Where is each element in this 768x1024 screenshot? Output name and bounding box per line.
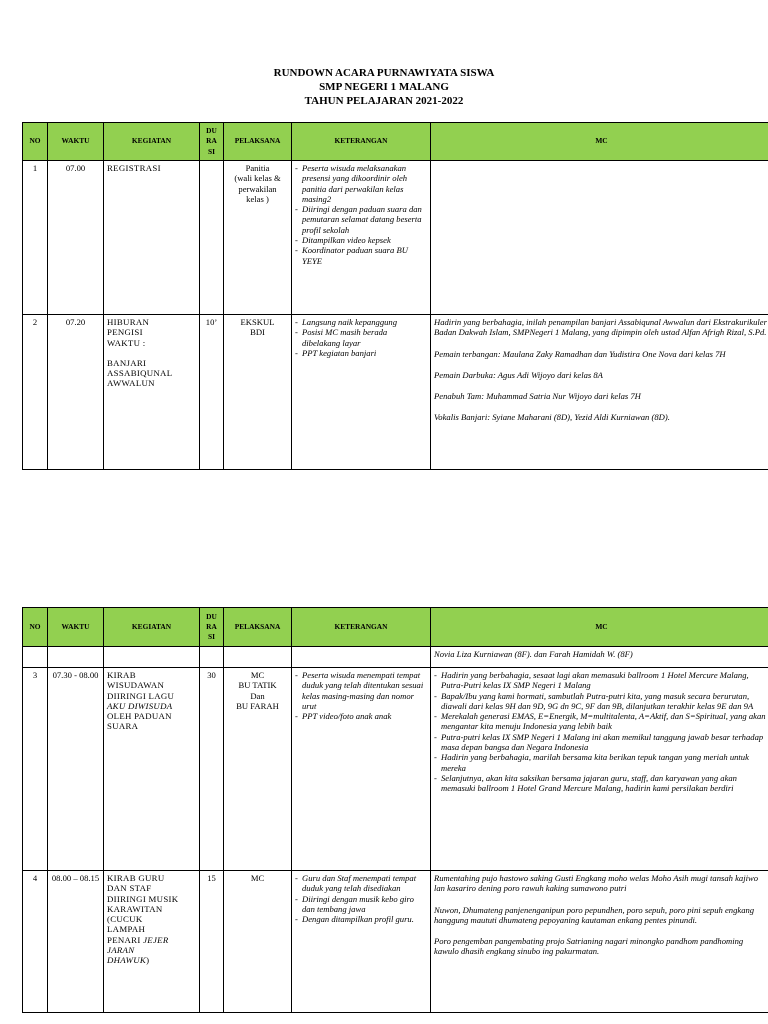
cell-no: 3 (23, 668, 48, 871)
mc-item: - Merekalah generasi EMAS, E=Energik, M=multitalenta, A=Aktif, dan S=Spiritual, yang akan mengantar kita menuju Indonesia yang lebih baik (434, 711, 768, 732)
mc-item: - Bapak/Ibu yang kami hormati, sambutlah Putra-putri kita, yang masuk secara berurutan, diawali dari kelas 9H dan 9D, 9G dn 9C, 9F dan 9B, dilanjutkan terakhir kelas 9E dan 9A (434, 691, 768, 712)
cell-durasi: 10’ (200, 315, 224, 470)
mc-paragraph: Vokalis Banjari: Syiane Maharani (8D), Yezid Aldi Kurniawan (8D). (434, 412, 670, 423)
cell-mc (431, 871, 768, 1013)
cell-keterangan (292, 668, 431, 871)
cell-durasi (200, 161, 224, 315)
keterangan-item: - Ditampilkan video kepsek (295, 235, 427, 245)
keterangan-item: - Dengan ditampilkan profil guru. (295, 914, 427, 924)
keterangan-item: - PPT video/foto anak anak (295, 711, 427, 721)
cell-kegiatan: HIBURAN PENGISI WAKTU : BANJARI ASSABIQUNAL AWWALUN (104, 315, 200, 470)
mc-paragraph: Pemain terbangan: Maulana Zaky Ramadhan dan Yudistira One Nova dari kelas 7H (434, 348, 726, 359)
cell-durasi: 30 (200, 668, 224, 871)
mc-paragraph: Pemain Darbuka: Agus Adi Wijoyo dari kelas 8A (434, 369, 603, 380)
cell-mc: Novia Liza Kurniawan (8F). dan Farah Hamidah W. (8F) (431, 647, 768, 668)
keterangan-item: - Koordinator paduan suara BU YEYE (295, 245, 427, 266)
rundown-table-1 (22, 122, 768, 470)
header-waktu: WAKTU (48, 123, 104, 161)
cell-pelaksana: MC (224, 871, 292, 1013)
cell-keterangan (292, 161, 431, 315)
header-row (23, 608, 768, 647)
cell-waktu: 07.20 (48, 315, 104, 470)
cell-mc (431, 161, 768, 315)
cell-waktu: 07.00 (48, 161, 104, 315)
header-keterangan: KETERANGAN (292, 123, 431, 161)
cell-waktu: 08.00 – 08.15 (48, 871, 104, 1013)
header-waktu: WAKTU (48, 608, 104, 647)
mc-paragraph: Poro pengemban pangembating projo Satrianing nagari minongko pandhom pandhoming kawulo dhasih engkang sinubo ing pakurmatan. (434, 936, 744, 957)
title-line-2: SMP NEGERI 1 MALANG (319, 81, 449, 93)
mc-paragraph: Nuwon, Dhumateng panjenenganipun poro pepundhen, poro sepuh, poro pini sepuh engkang hanggung maututi dhumateng pepoyaning kautaman enkang pentes pinundi. (434, 904, 755, 925)
keterangan-item: - Langsung naik kepanggung (295, 317, 427, 327)
header-kegiatan: KEGIATAN (104, 608, 200, 647)
cell-pelaksana: Panitia (wali kelas & perwakilan kelas ) (224, 161, 292, 315)
cell-durasi: 15 (200, 871, 224, 1013)
cell-pelaksana: EKSKUL BDI (224, 315, 292, 470)
header-row (23, 123, 768, 161)
table-row (23, 647, 768, 668)
cell-no: 4 (23, 871, 48, 1013)
header-kegiatan: KEGIATAN (104, 123, 200, 161)
cell-no: 1 (23, 161, 48, 315)
cell-mc (431, 315, 768, 470)
mc-item: - Selanjutnya, akan kita saksikan bersama jajaran guru, staff, dan karyawan yang akan memasuki ballroom 1 Hotel Grand Mercure Malang, hadirin kami persilakan berdiri (434, 773, 768, 794)
table-row (23, 315, 768, 470)
header-keterangan: KETERANGAN (292, 608, 431, 647)
cell-kegiatan: REGISTRASI (104, 161, 200, 315)
keterangan-item: - Posisi MC masih berada dibelakang layar (295, 327, 427, 348)
cell-keterangan (292, 871, 431, 1013)
header-no: NO (23, 123, 48, 161)
cell-keterangan (292, 315, 431, 470)
mc-item: - Putra-putri kelas IX SMP Negeri 1 Malang ini akan memikul tanggung jawab besar terhadap masa depan bangsa dan Negara Indonesia (434, 732, 768, 753)
header-pelaksana: PELAKSANA (224, 123, 292, 161)
header-durasi: DU RA SI (200, 608, 224, 647)
header-durasi: DU RA SI (200, 123, 224, 161)
header-mc: MC (431, 608, 768, 647)
rundown-table-2 (22, 607, 768, 1013)
mc-item: - Hadirin yang berbahagia, sesaat lagi akan memasuki ballroom 1 Hotel Mercure Malang, Putra-Putri kelas IX SMP Negeri 1 Malang (434, 670, 768, 691)
title-line-1: RUNDOWN ACARA PURNAWIYATA SISWA (273, 67, 495, 79)
cell-waktu: 07.30 - 08.00 (48, 668, 104, 871)
header-mc: MC (431, 123, 768, 161)
mc-paragraph: Rumentahing pujo hastowo saking Gusti Engkang moho welas Moho Asih mugi tansah kajiwo lan kasariro dening poro rawuh kaking sumawono putri (434, 873, 759, 894)
keterangan-item: - Diiringi dengan paduan suara dan pemutaran selamat datang beserta profil sekolah (295, 204, 427, 235)
keterangan-item: - Peserta wisuda melaksanakan presensi yang dikoordinir oleh panitia dari perwakilan kelas masing2 (295, 163, 427, 204)
document-title (0, 66, 768, 108)
cell-mc (431, 668, 768, 871)
cell-no: 2 (23, 315, 48, 470)
cell-pelaksana: MC BU TATIK Dan BU FARAH (224, 668, 292, 871)
mc-paragraph: Penabuh Tam: Muhammad Satria Nur Wijoyo dari kelas 7H (434, 391, 641, 402)
title-line-3: TAHUN PELAJARAN 2021-2022 (304, 95, 464, 107)
header-no: NO (23, 608, 48, 647)
keterangan-item: - Guru dan Staf menempati tempat duduk yang telah disediakan (295, 873, 427, 894)
table-row (23, 668, 768, 871)
keterangan-item: - PPT kegiatan banjari (295, 348, 427, 358)
mc-paragraph: Hadirin yang berbahagia, inilah penampilan banjari Assabiqunal Awwalun dari Ekstrakurikuler Badan Dakwah Islam, SMPNegeri 1 Malang, yang dipimpin oleh ustad Alfan Afrigh Rizal, S.Pd. (434, 317, 767, 338)
mc-item: - Hadirin yang berbahagia, marilah bersama kita berikan tepuk tangan yang meriah untuk mereka (434, 752, 768, 773)
table-row (23, 161, 768, 315)
cell-kegiatan: KIRAB GURU DAN STAF DIIRINGI MUSIK KARAWITAN (CUCUK LAMPAH PENARI JEJER JARAN DHAWUK) (104, 871, 200, 1013)
header-pelaksana: PELAKSANA (224, 608, 292, 647)
keterangan-item: - Diiringi dengan musik kebo giro dan tembang jawa (295, 894, 427, 915)
table-row (23, 871, 768, 1013)
keterangan-item: - Peserta wisuda menempati tempat duduk yang telah ditentukan sesuai kelas masing-masing dan nomor urut (295, 670, 427, 711)
cell-kegiatan: KIRAB WISUDAWAN DIIRINGI LAGU AKU DIWISUDA OLEH PADUAN SUARA (104, 668, 200, 871)
